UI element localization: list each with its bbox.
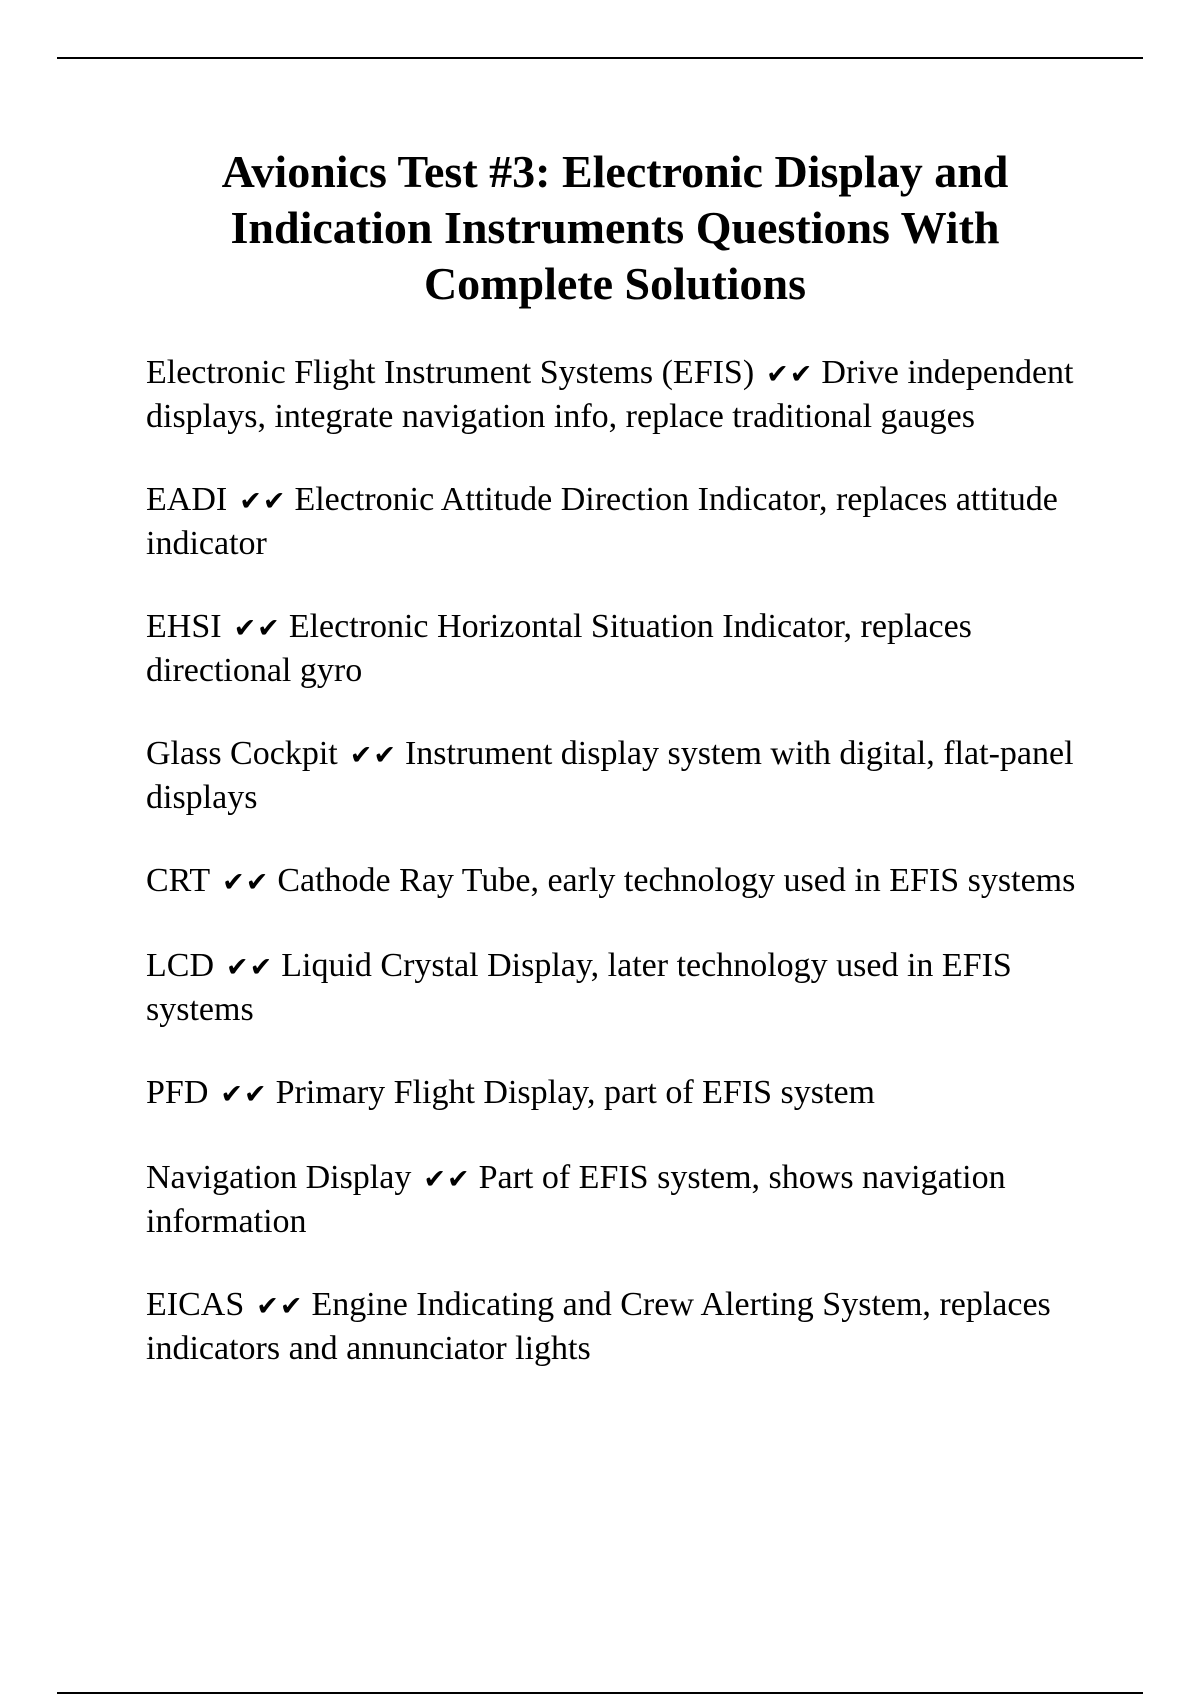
entry-definition: Part of EFIS system, shows navigation information bbox=[146, 1159, 1006, 1240]
entry-definition: Drive independent displays, integrate navigation info, replace traditional gauges bbox=[146, 354, 1074, 435]
entry-term: EICAS bbox=[146, 1286, 245, 1323]
list-item bbox=[146, 606, 1096, 692]
entry-term: Electronic Flight Instrument Systems (EFIS) bbox=[146, 354, 755, 391]
entry-definition: Liquid Crystal Display, later technology used in EFIS systems bbox=[146, 947, 1012, 1028]
entry-definition: Instrument display system with digital, flat-panel displays bbox=[146, 735, 1074, 816]
entry-term: CRT bbox=[146, 862, 211, 899]
document-title: Avionics Test #3: Electronic Display and Indication Instruments Questions With Complete Solutions bbox=[221, 146, 1009, 309]
check-icon: ✔✔ bbox=[233, 613, 281, 644]
check-icon: ✔✔ bbox=[349, 740, 397, 771]
entry-term: Glass Cockpit bbox=[146, 735, 338, 772]
list-item bbox=[146, 1072, 1096, 1116]
footer-rule bbox=[57, 1692, 1143, 1694]
entry-term: PFD bbox=[146, 1074, 209, 1111]
entry-list bbox=[146, 352, 1096, 1370]
entry-definition: Electronic Horizontal Situation Indicator, replaces directional gyro bbox=[146, 608, 972, 689]
list-item bbox=[146, 1284, 1096, 1370]
list-item bbox=[146, 860, 1096, 904]
entry-definition: Electronic Attitude Direction Indicator, replaces attitude indicator bbox=[146, 481, 1058, 562]
header-rule bbox=[57, 57, 1143, 59]
entry-definition: Primary Flight Display, part of EFIS system bbox=[275, 1074, 876, 1111]
list-item bbox=[146, 352, 1096, 438]
entry-term: Navigation Display bbox=[146, 1159, 412, 1196]
entry-term: EADI bbox=[146, 481, 228, 518]
list-item bbox=[146, 479, 1096, 565]
check-icon: ✔✔ bbox=[239, 486, 287, 517]
list-item bbox=[146, 733, 1096, 819]
check-icon: ✔✔ bbox=[766, 359, 814, 390]
check-icon: ✔✔ bbox=[222, 867, 270, 898]
check-icon: ✔✔ bbox=[220, 1079, 268, 1110]
entry-definition: Cathode Ray Tube, early technology used in EFIS systems bbox=[277, 862, 1076, 899]
check-icon: ✔✔ bbox=[256, 1291, 304, 1322]
check-icon: ✔✔ bbox=[226, 952, 274, 983]
entry-definition: Engine Indicating and Crew Alerting System, replaces indicators and annunciator lights bbox=[146, 1286, 1051, 1367]
entry-term: LCD bbox=[146, 947, 214, 984]
list-item bbox=[146, 945, 1096, 1031]
entry-term: EHSI bbox=[146, 608, 222, 645]
check-icon: ✔✔ bbox=[423, 1164, 471, 1195]
list-item bbox=[146, 1157, 1096, 1243]
